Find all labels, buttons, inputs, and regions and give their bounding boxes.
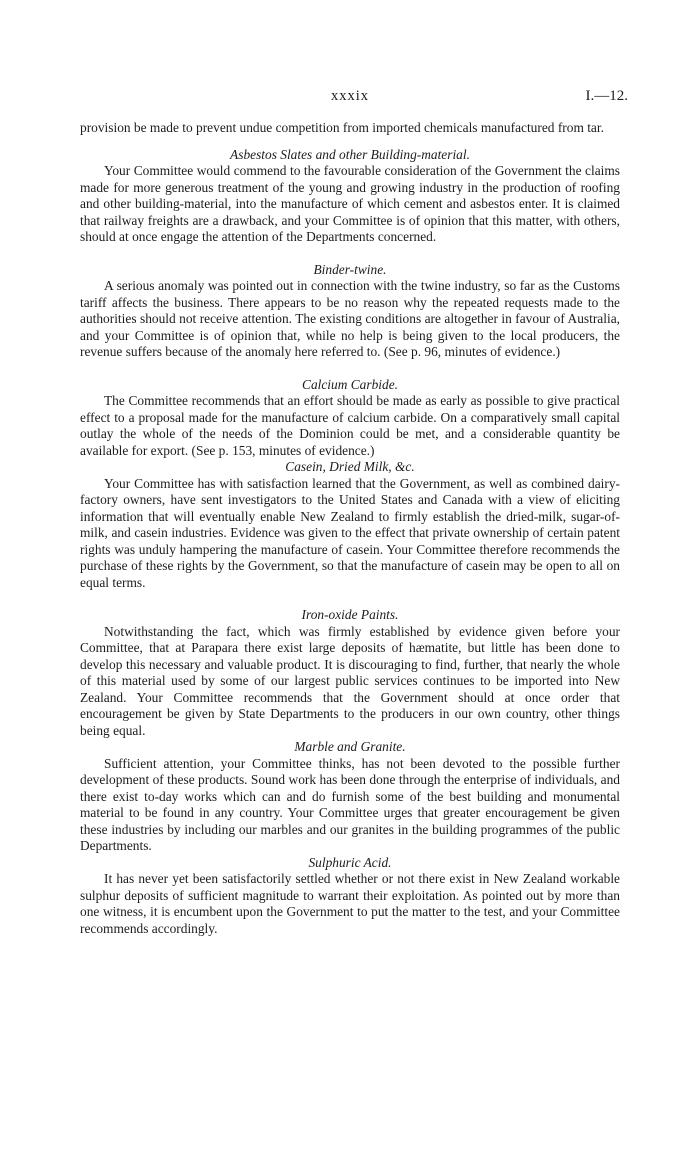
paragraph-iron-oxide: Notwithstanding the fact, which was firmly established by evidence given before your Committee, that at Parapara there exist large deposits of hæmatite, but little has been done to develop this necessary and valuable product. It is discouraging to find, further, that nearly the whole of this material used by some of our largest public services continues to be imported into New Zealand. Your Committee recommends that the Government should at once order that encouragement be given by State Departments to the producers in our own country, other things being equal. [80,623,620,738]
paragraph-asbestos: Your Committee would commend to the favourable consideration of the Government the claims made for more generous treatment of the young and growing industry in the production of roofing and other building-material, into the manufacture of which cement and asbestos enter. It is claimed that railway freights are a drawback, and your Committee is of opinion that this matter, with others, should at once engage the attention of the Departments concerned. [80,163,620,244]
section-binder-twine [80,262,620,361]
page-header [0,88,700,110]
page-number: xxxix [330,88,370,104]
section-tar-chemicals [80,120,620,137]
heading-sulphuric-acid: Sulphuric Acid. [308,854,392,870]
document-reference: I.—12. [585,88,628,104]
heading-marble-granite: Marble and Granite. [294,739,406,754]
heading-binder-twine: Binder-twine. [313,261,387,277]
paragraph-casein: Your Committee has with satisfaction learned that the Government, as well as combined dairy-factory owners, have sent investigators to the United States and Canada with a view of eliciting information that will eventually enable New Zealand to firmly establish the dried-milk, sugar-of-milk, and casein industries. Evidence was given to the effect that private ownership of certain patent rights was unduly hampering the manufacture of casein. Your Committee therefore recommends the purchase of these rights by the Government, so that the manufacture of casein may be open to all on equal terms. [80,475,620,590]
paragraph-calcium-carbide: The Committee recommends that an effort should be made as early as possible to give practical effect to a proposal made for the manufacture of calcium carbide. On a comparatively small capital outlay the whole of the needs of the Dominion could be met, and a considerable quantity be available for export. (See p. 153, minutes of evidence.) [80,393,620,458]
section-sulphuric-acid [80,855,620,938]
paragraph-binder-twine: A serious anomaly was pointed out in connection with the twine industry, so far as the Customs tariff affects the business. There appears to be no reason why the repeated requests made to the authorities should not receive attention. The existing conditions are altogether in favour of Australia, and your Committee is of opinion that, while no help is being given to the local producers, the revenue suffers because of the anomaly here referred to. (See p. 96, minutes of evidence.) [80,278,620,359]
paragraph-sulphuric-acid: It has never yet been satisfactorily settled whether or not there exist in New Zealand workable sulphur deposits of sufficient magnitude to warrant their exploitation. As pointed out by more than one witness, it is encumbent upon the Government to put the matter to the test, and your Committee recommends accordingly. [80,871,620,936]
heading-casein: Casein, Dried Milk, &c. [285,459,415,474]
paragraph-marble-granite: Sufficient attention, your Committee thinks, has not been devoted to the possible further development of these products. Sound work has been done through the enterprise of individuals, and there exist to-day works which can and do furnish some of the best building and monumental material to be found in any country. Your Committee urges that greater encouragement be given these industries by including our marbles and our granites in the building programmes of the public Departments. [80,755,620,853]
heading-iron-oxide: Iron-oxide Paints. [301,607,399,622]
section-marble-granite [80,739,620,855]
heading-asbestos: Asbestos Slates and other Building-material. [230,146,470,162]
heading-calcium-carbide: Calcium Carbide. [302,376,398,392]
section-iron-oxide [80,607,620,739]
paragraph-tar-chemicals: provision be made to prevent undue competition from imported chemicals manufactured from tar. [80,120,604,135]
document-body [80,120,620,937]
section-calcium-carbide [80,377,620,460]
section-casein [80,459,620,591]
section-asbestos [80,147,620,246]
